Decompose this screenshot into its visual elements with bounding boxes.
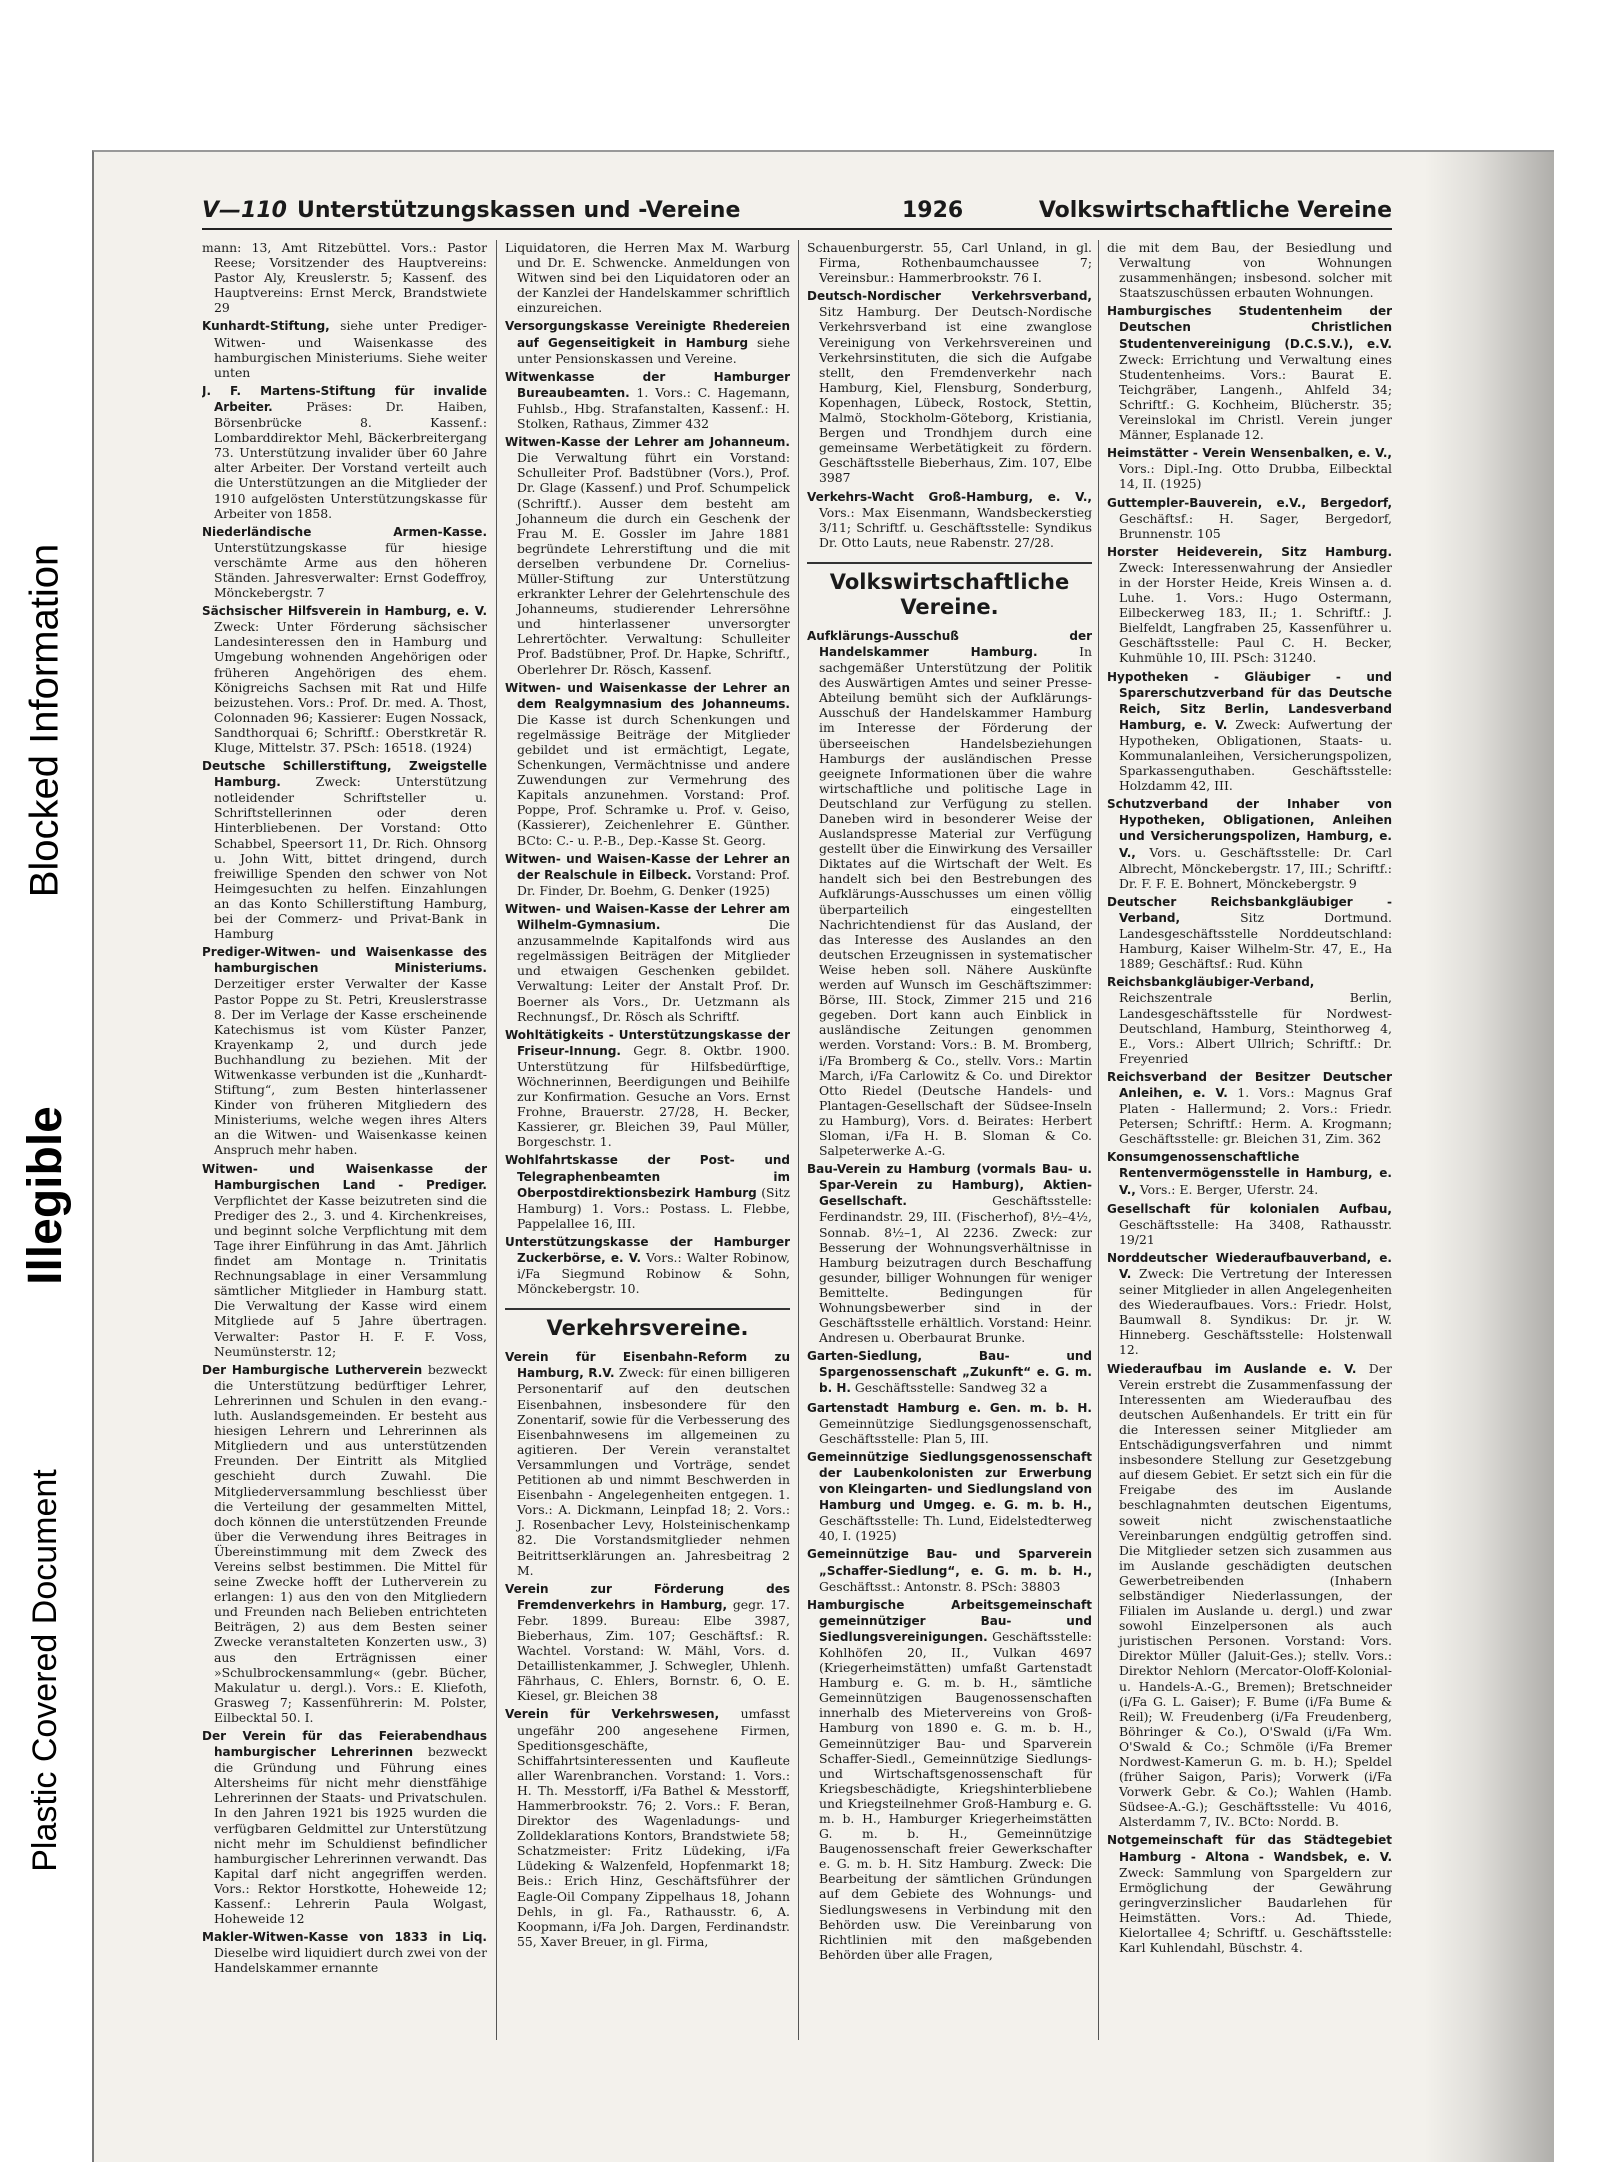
section-heading: Volkswirtschaftliche Vereine. — [807, 562, 1092, 620]
directory-entry — [807, 1348, 1092, 1396]
entry-text: Reichszentrale Berlin, Landesgeschäftsstelle für Nordwest-Deutschland, Hamburg, Steinthorweg 4, E., Vors.: Albert Ullrich; Schriftf.: Dr. Freyenried — [1119, 990, 1392, 1066]
entry-name: J. F. Martens-Stiftung für invalide Arbeiter. — [202, 383, 487, 414]
entry-text: siehe unter Prediger-Witwen- und Waisenkasse des hamburgischen Ministeriums. Siehe weiter unten — [214, 318, 487, 380]
column-divider — [1098, 240, 1099, 2040]
entry-name: Horster Heideverein, Sitz Hamburg. — [1107, 544, 1392, 559]
entry-text: 1. Vors.: C. Hagemann, Fuhlsb., Hbg. Strafanstalten, Kassenf.: H. Stolken, Rathaus, Zimmer 432 — [517, 384, 790, 432]
entry-text: umfasst ungefähr 200 angesehene Firmen, Speditionsgeschäfte, Schiffahrtsinteressenten und Kaufleute aller Warenbranchen. Vorstand: 1. Vors.: H. Th. Messtorff, i/Fa Bathel & Messtorff, Hammerbrookstr. 76; 2. Vors.: F. Beran, Direktor des Wagenladungs- und Zolldeklarations Kontors, Brandstwiete 58; Schatzmeister: Fritz Lüdeking, i/Fa Lüdeking & Walzenfeld, Hopfenmarkt 18; Beis.: Erich Hinz, Geschäftsführer der Eagle-Oil Company Zippelhaus 18, Johann Dehls, in gl. Fa., Rathausstr. 6, A. Koopmann, i/Fa Joh. Dargen, Ferdinandstr. 55, Xaver Breuer, in gl. Firma, — [517, 1706, 790, 1949]
entry-text: Präses: Dr. Haiben, Börsenbrücke 8. Kassenf.: Lombarddirektor Mehl, Bäckerbreitergang 73. Unterstützung invalider über 60 Jahre alter Arbeiter. Der Vorstand verteilt auch die Unterstützungen an die Mitglieder der 1910 aufgelösten Unterstützungskasse für Arbeiter von 1858. — [214, 398, 487, 521]
document-sheet — [92, 150, 1554, 2162]
directory-entry — [1107, 445, 1392, 491]
entry-text: Die Kasse ist durch Schenkungen und regelmässige Beiträge der Mitglieder gebildet und ist ermächtigt, Legate, Schenkungen, Vermächtnisse und andere Zuwendungen zur Vermehrung des Kapitals anzunehmen. Vorstand: Prof. Poppe, Prof. Schramke u. Prof. v. Geiso, (Kassierer), Zeichenlehrer E. Günther. BCto: C.- u. P.-B., Dep.-Kasse St. Georg. — [517, 711, 790, 848]
entry-text: mann: 13, Amt Ritzebüttel. Vors.: Pastor Reese; Vorsitzender des Hauptvereins: Pastor Aly, Kreuslerstr. 5; Kassenf. des Hauptvereins: Ernst Merck, Brandstwiete 29 — [202, 240, 487, 316]
page-running-title: Unterstützungskassen und -Vereine — [297, 198, 741, 223]
directory-entry — [202, 1362, 487, 1725]
entry-name: Unterstützungskasse der Hamburger Zuckerbörse, e. V. — [505, 1234, 790, 1265]
directory-entry — [807, 1597, 1092, 1962]
entry-text: Liquidatoren, die Herren Max M. Warburg und Dr. E. Schwencke. Anmeldungen von Witwen sind bei den Liquidatoren oder an der Kanzlei der Handelskammer schriftlich einzureichen. — [505, 240, 790, 316]
page-number: V—110 — [202, 198, 287, 223]
entry-name: Der Verein für das Feierabendhaus hamburgischer Lehrerinnen — [202, 1729, 487, 1760]
directory-entry — [202, 944, 487, 1157]
directory-entry — [1107, 974, 1392, 1066]
directory-entry — [1107, 1201, 1392, 1247]
entry-text: Geschäftsstelle: Th. Lund, Eidelstedterweg 40, I. (1925) — [819, 1513, 1092, 1544]
entry-text: Derzeitiger erster Verwalter der Kasse Pastor Poppe zu St. Petri, Kreuslerstrasse 8. Der im Verlage der Kasse erscheinende Katechismus ist vom Küster Panzer, Krayenkamp 2, und durch jede Buchhandlung zu beziehen. Mit der Witwenkasse verbunden ist die „Kunhardt-Stiftung“, zum Besten hinterlassener Kinder von früheren Mitgliedern des Ministeriums, welche wegen ihres Alters an die Witwen- und Waisenkasse keinen Anspruch mehr haben. — [214, 976, 487, 1158]
directory-entry — [1107, 669, 1392, 794]
directory-entry — [807, 1546, 1092, 1593]
entry-name: Verkehrs-Wacht Groß-Hamburg, e. V., — [807, 489, 1092, 504]
directory-entry — [1107, 544, 1392, 666]
directory-entry — [1107, 1250, 1392, 1358]
directory-entry — [1107, 303, 1392, 442]
entry-name: Verein für Verkehrswesen, — [505, 1707, 720, 1722]
directory-entry — [807, 489, 1092, 550]
directory-entry — [505, 1027, 790, 1150]
directory-entry — [202, 603, 487, 755]
directory-entry — [505, 318, 790, 365]
directory-entry — [807, 240, 1092, 285]
directory-entry — [1107, 1832, 1392, 1955]
entry-text: siehe unter Pensionskassen und Vereine. — [517, 334, 790, 366]
illegible-text: Illegible — [18, 1105, 72, 1285]
entry-name: Witwen- und Waisenkasse der Hamburgischen Land - Prediger. — [202, 1161, 487, 1192]
entry-text: Vorstand: Prof. Dr. Finder, Dr. Boehm, G. Denker (1925) — [517, 866, 790, 898]
entry-name: Verein für Eisenbahn-Reform zu Hamburg, R.V. — [505, 1350, 790, 1381]
entry-text: Zweck: Die Vertretung der Interessen seiner Mitglieder in allen Angelegenheiten des Wiederaufbaues. Vors.: Friedr. Holst, Baumwall 8. Syndikus: Dr. jr. W. Hinneberg. Geschäftsstelle: Holstenwall 12. — [1119, 1266, 1392, 1358]
entry-text: Schauenburgerstr. 55, Carl Unland, in gl. Firma, Rothenbaumchaussee 7; Vereinsbur.: Hammerbrookstr. 76 I. — [807, 240, 1092, 286]
directory-entry — [1107, 1361, 1392, 1830]
column-3 — [807, 240, 1092, 2040]
directory-entry — [505, 680, 790, 848]
entry-name: Hamburgische Arbeitsgemeinschaft gemeinnütziger Bau- und Siedlungsvereinigungen. — [807, 1597, 1092, 1644]
entry-name: Der Hamburgische Lutherverein — [202, 1362, 423, 1377]
entry-name: Deutsche Schillerstiftung, Zweigstelle Hamburg. — [202, 759, 487, 790]
entry-name: Gesellschaft für kolonialen Aufbau, — [1107, 1201, 1392, 1216]
entry-name: Hamburgisches Studentenheim der Deutschen Christlichen Studentenvereinigung (D.C.S.V.), e.V. — [1107, 304, 1392, 351]
entry-text: gegr. 17. Febr. 1899. Bureau: Elbe 3987, Bieberhaus, Zim. 107; Geschäftsf.: R. Wachtel. Vorstand: W. Mähl, Vors. d. Detaillistenkammer, J. Schwegler, Uhlenh. Fährhaus, C. Ehlers, Bornstr. 6, O. E. Kiesel, gr. Bleichen 38 — [517, 1596, 790, 1704]
entry-text: Geschäftsstelle: Ha 3408, Rathausstr. 19/21 — [1119, 1216, 1392, 1247]
entry-name: Hypotheken - Gläubiger - und Sparerschutzverband für das Deutsche Reich, Sitz Berlin, Landesverband Hamburg, e. V. — [1107, 669, 1392, 732]
directory-entry — [505, 1706, 790, 1949]
directory-entry — [807, 1400, 1092, 1446]
entry-name: Wohlfahrtskasse der Post- und Telegraphenbeamten im Oberpostdirektionsbezirk Hamburg — [505, 1153, 790, 1200]
page-year: 1926 — [902, 198, 964, 223]
entry-name: Bau-Verein zu Hamburg (vormals Bau- u. Spar-Verein zu Hamburg), Aktien-Gesellschaft. — [807, 1162, 1092, 1209]
entry-name: Norddeutscher Wiederaufbauverband, e. V. — [1107, 1250, 1392, 1281]
directory-entry — [505, 240, 790, 315]
entry-text: Zweck: Unterstützung notleidender Schriftsteller u. Schriftstellerinnen oder deren Hinterbliebenen. Der Vorstand: Otto Schabbel, Speersort 11, Dr. Rich. Ohnsorg u. John Witt, bittet dringend, durch freiwillige Spenden den schwer von Not Heimgesuchten zu helfen. Einzahlungen an das Konto Schillerstiftung Hamburg, bei der Commerz- und Privat-Bank in Hamburg — [214, 774, 487, 942]
directory-entry — [1107, 894, 1392, 971]
section-heading: Verkehrsvereine. — [505, 1308, 790, 1341]
directory-entry — [202, 758, 487, 941]
directory-entry — [1107, 1149, 1392, 1197]
directory-entry — [505, 851, 790, 898]
entry-text: Dieselbe wird liquidiert durch zwei von der Handelskammer ernannte — [214, 1945, 487, 1976]
blocked-information-text: Blocked Information — [22, 543, 67, 897]
directory-entry — [807, 628, 1092, 1158]
entry-text: In sachgemäßer Unterstützung der Politik des Auswärtigen Amtes und seiner Presse-Abteilung bemüht sich der Aufklärungs-Ausschuß der Handelskammer Hamburg im Interesse der Förderung der überseeischen Handelsbeziehungen Hamburgs der ausländischen Presse geeignete Informationen über die wahre wirtschaftliche und politische Lage in Deutschland zur Verfügung zu stellen. Daneben wird in besonderer Weise der Auslandspresse Material zur Verfügung gestellt über die Einwirkung des Versailler Diktates auf die Wirtschaft der Welt. Es handelt sich bei den Bestrebungen des Aufklärungs-Ausschusses um einen völlig überparteilich eingestellten Nachrichtendienst für das Ausland, der das Interesse des Auslandes an den deutschen Erzeugnissen in systematischer Weise heben soll. Nähere Auskünfte werden auf Wunsch im Geschäftszimmer: Börse, III. Stock, Zimmer 215 und 216 gegeben. Dort kann auch Einblick in ausländische Zeitungen genommen werden. Vorstand: Vors.: B. M. Bromberg, i/Fa Bromberg & Co., stellv. Vors.: Martin March, i/Fa Carlowitz & Co. und Direktor Otto Riedel (Deutsche Handels- und Plantagen-Gesellschaft der Südsee-Inseln zu Hamburg), Vors. d. Beirates: Herbert Sloman, i/Fa H. B. Sloman & Co. Salpeterwerke A.-G. — [819, 643, 1092, 1159]
entry-text: Vors.: E. Berger, Uferstr. 24. — [1139, 1181, 1319, 1197]
entry-name: Prediger-Witwen- und Waisenkasse des hamburgischen Ministeriums. — [202, 945, 487, 976]
entry-text: Vors.: Dipl.-Ing. Otto Drubba, Eilbecktal 14, II. (1925) — [1119, 461, 1392, 492]
directory-entry — [1107, 1069, 1392, 1146]
directory-entry — [505, 434, 790, 677]
entry-name: Deutsch-Nordischer Verkehrsverband, — [807, 289, 1092, 304]
entry-name: Deutscher Reichsbankgläubiger - Verband, — [1107, 894, 1392, 925]
entry-name: Wiederaufbau im Auslande e. V. — [1107, 1361, 1357, 1376]
entry-name: Witwen- und Waisenkasse der Lehrer an dem Realgymnasium des Johanneums. — [505, 680, 790, 711]
entry-text: Verpflichtet der Kasse beizutreten sind die Prediger des 2., 3. und 4. Kirchenkreises, und beginnt solche Verpflichtung mit dem Tage ihrer Einführung in das Amt. Jährlich findet am Montage n. Trinitatis Rechnungsablage in einer Versammlung sämtlicher Mitglieder in Hamburg statt. Die Verwaltung der Kasse wird einem Mitgliede auf 5 Jahre übertragen. Verwalter: Pastor H. F. F. Voss, Neumünsterstr. 12; — [214, 1192, 487, 1359]
plastic-covered-text: Plastic Covered Document — [25, 1468, 64, 1872]
entry-text: Geschäftsstelle: Ferdinandstr. 29, III. (Fischerhof), 8½–4½, Sonnab. 8½–1, Al 2236. Zweck: zur Besserung der Wohnungsverhältnisse in Hamburg beizutragen durch Beschaffung gesunder, billiger Wohnungen für weniger Bemittelte. Bedingungen für Wohnungsbewerber sind in der Geschäftsstelle erhältlich. Vorstand: Heinr. Andresen u. Oberbaurat Brunke. — [819, 1193, 1092, 1346]
entry-text: die mit dem Bau, der Besiedlung und Verwaltung von Wohnungen zusammenhängen; insbesond. solcher mit Staatszuschüssen erbauten Wohnungen. — [1107, 240, 1392, 301]
entry-name: Notgemeinschaft für das Städtegebiet Hamburg - Altona - Wandsbek, e. V. — [1107, 1833, 1392, 1864]
entry-name: Sächsischer Hilfsverein in Hamburg, e. V. — [202, 604, 487, 619]
entry-name: Witwen- und Waisen-Kasse der Lehrer an der Realschule in Eilbeck. — [505, 851, 790, 882]
entry-name: Schutzverband der Inhaber von Hypotheken, Obligationen, Anleihen und Versicherungspolizen, Hamburg, e. V., — [1107, 797, 1392, 860]
illegible-label — [0, 1030, 90, 1360]
entry-name: Wohltätigkeits - Unterstützungskasse der Friseur-Innung. — [505, 1027, 790, 1058]
entry-text: Zweck: Sammlung von Spargeldern zur Ermöglichung der Gewährung geringverzinslicher Baudarlehen für Heimstätten. Vors.: Ad. Thiede, Kielortallee 4; Schriftf. u. Geschäftsstelle: Karl Kuhlendahl, Büschstr. 4. — [1119, 1864, 1392, 1956]
column-divider — [496, 240, 497, 2040]
column-divider — [798, 240, 799, 2040]
directory-entry — [202, 1728, 487, 1926]
directory-entry — [505, 1581, 790, 1704]
directory-entry — [505, 1349, 790, 1577]
directory-entry — [202, 240, 487, 315]
entry-text: Geschäftsst.: Antonstr. 8. PSch: 38803 — [819, 1578, 1061, 1594]
entry-name: Aufklärungs-Ausschuß der Handelskammer Hamburg. — [807, 628, 1092, 659]
entry-text: bezweckt die Gründung und Führung eines Altersheims für nicht mehr dienstfähige Lehrerinnen der Staats- und Privatschulen. In den Jahren 1921 bis 1925 wurden die verfügbaren Geldmittel zur Unterstützung nicht mehr im Schuldienst befindlicher hamburgischer Lehrerinnen verwandt. Das Kapital darf nicht angegriffen werden. Vors.: Rektor Horstkotte, Hoheweide 12; Kassenf.: Lehrerin Paula Wolgast, Hoheweide 12 — [214, 1744, 487, 1927]
entry-text: Vors.: Walter Robinow, i/Fa Siegmund Robinow & Sohn, Mönckebergstr. 10. — [517, 1250, 790, 1297]
page-header — [202, 198, 1392, 230]
entry-name: Witwenkasse der Hamburger Bureaubeamten. — [505, 369, 790, 400]
column-1 — [202, 240, 487, 2040]
entry-name: Reichsverband der Besitzer Deutscher Anleihen, e. V. — [1107, 1069, 1392, 1100]
entry-name: Witwen-Kasse der Lehrer am Johanneum. — [505, 435, 790, 450]
entry-text: Sitz Dortmund. Landesgeschäftsstelle Norddeutschland: Hamburg, Kaiser Wilhelm-Str. 47, E., Ha 1889; Geschäftsf.: Rud. Kühn — [1119, 909, 1392, 972]
text-columns — [202, 240, 1392, 2040]
entry-name: Gemeinnützige Siedlungsgenossenschaft der Laubenkolonisten zur Erwerbung von Kleingarten- und Siedlungsland von Hamburg und Umgeg. e. G. m. b. H., — [807, 1449, 1092, 1513]
entry-name: Garten-Siedlung, Bau- und Spargenossenschaft „Zukunft“ e. G. m. b. H. — [807, 1349, 1092, 1396]
entry-name: Kunhardt-Stiftung, — [202, 319, 330, 334]
directory-entry — [202, 318, 487, 379]
directory-entry — [202, 383, 487, 521]
entry-text: Geschäftsstelle: Kohlhöfen 20, II., Vulkan 4697 (Kriegerheimstätten) umfaßt Gartenstadt Hamburg e. G. m. b. H., sämtliche Gemeinnützigen Baugenossenschaften innerhalb des Mietervereins von Groß-Hamburg von 1890 e. G. m. b. H., Gemeinnütziger Bau- und Sparverein Schaffer-Siedl., Gemeinnützige Siedlungs- und Wirtschaftsgenossenschaft für Kriegsbeschädigte, Kriegshinterbliebene und Kriegsteilnehmer Groß-Hamburg e. G. m. b. H., Hamburger Kriegerheimstätten G. m. b. H., Gemeinnützige Baugenossenschaft freier Gewerkschafter e. G. m. b. H. Sitz Hamburg. Zweck: Die Bearbeitung der sämtlichen Gründungen auf dem Gebiete des Wohnungs- und Siedlungswesens in Verbindung mit den Behörden usw. Die Vereinbarung von Richtlinien mit den maßgebenden Behörden über alle Fragen, — [819, 1628, 1092, 1962]
column-2 — [505, 240, 790, 2040]
directory-entry — [505, 901, 790, 1024]
directory-entry — [1107, 495, 1392, 541]
directory-entry — [202, 1161, 487, 1359]
entry-text: Vors.: Max Eisenmann, Wandsbeckerstieg 3/11; Schriftf. u. Geschäftsstelle: Syndikus Dr. Otto Lauts, neue Rabenstr. 27/28. — [819, 504, 1092, 550]
page-section-title: Volkswirtschaftliche Vereine — [1038, 198, 1392, 223]
entry-text: (Sitz Hamburg) 1. Vors.: Postass. L. Flebbe, Pappelallee 16, III. — [517, 1184, 790, 1231]
entry-name: Guttempler-Bauverein, e.V., Bergedorf, — [1107, 495, 1392, 510]
directory-entry — [202, 1929, 487, 1975]
entry-text: Zweck: Unter Förderung sächsischer Landesinteressen den in Hamburg und Umgebung wohnenden Angehörigen oder früheren Angehörigen des ehem. Königreichs Sachsen mit Rat und Hilfe beizustehen. Vors.: Prof. Dr. med. A. Thost, Colonnaden 96; Kassierer: Eugen Nossack, Sandthorquai 6; Schriftf.: Oberstkretär R. Kluge, Mittelstr. 37. PSch: 16518. (1924) — [214, 619, 487, 755]
directory-entry — [505, 1152, 790, 1230]
plastic-covered-label — [0, 1360, 90, 1980]
directory-entry — [807, 1161, 1092, 1345]
entry-text: Zweck: für einen billigeren Personentarif auf den deutschen Eisenbahnen, insbesondere für den Zonentarif, sowie für die Verbesserung des Eisenbahnwesens im allgemeinen zu agitieren. Der Verein veranstaltet Versammlungen und Vorträge, sendet Petitionen ab und nimmt Beschwerden in Eisenbahn - Angelegenheiten entgegen. 1. Vors.: A. Dickmann, Leinpfad 18; 2. Vors.: J. Rosenbacher Levy, Holsteinischenkamp 82. Die Vorstandsmitglieder nehmen Beitrittserklärungen an. Jahresbeitrag 2 M. — [517, 1365, 790, 1578]
entry-name: Versorgungskasse Vereinigte Rhedereien auf Gegenseitigkeit in Hamburg — [505, 319, 790, 350]
blocked-information-label — [0, 420, 90, 1020]
column-4 — [1107, 240, 1392, 2040]
directory-entry — [807, 1449, 1092, 1544]
entry-text: bezweckt die Unterstützung bedürftiger Lehrer, Lehrerinnen und Schulen in den evang.-luth. Auslandsgemeinden. Er besteht aus hiesigen Lehrern und Lehrerinnen als Mitgliedern und aus unterstützenden Freunden. Der Eintritt als Mitglied geschieht durch Zuwahl. Die Mitgliederversammlung beschliesst über die Verteilung der gesammelten Mittel, doch können die unterstützenden Freunde über die Verwendung ihres Beitrages in Übereinstimmung mit dem Zweck des Vereins selbst bestimmen. Die Mittel für seine Zwecke hofft der Lutherverein zu erlangen: 1) aus den von den Mitgliedern und Freunden nach Belieben entrichteten Beiträgen, 2) aus dem Besten seiner Zwecke veranstalteten Konzerten usw., 3) aus den Erträgnissen einer »Schulbrockensammlung« (gebr. Bücher, Makulatur u. dergl.). Vors.: E. Kliefoth, Grasweg 7; Kassenführerin: M. Polster, Eilbecktal 50. I. — [214, 1361, 487, 1725]
entry-text: Geschäftsf.: H. Sager, Bergedorf, Brunnenstr. 105 — [1119, 510, 1392, 541]
entry-text: Zweck: Aufwertung der Hypotheken, Obligationen, Staats- u. Kommunalanleihen, Versicherungspolizen, Sparkassenguthaben. Geschäftsstelle: Holzdamm 42, III. — [1119, 716, 1392, 794]
entry-name: Niederländische Armen-Kasse. — [202, 524, 487, 539]
directory-entry — [505, 369, 790, 431]
entry-text: Gegr. 8. Oktbr. 1900. Unterstützung für Hilfsbedürftige, Wöchnerinnen, Beerdigungen und Beihilfe zur Konfirmation. Gesuche an Vors. Ernst Frohne, Brauerstr. 27/28, H. Becker, Kassierer, gr. Bleichen 39, Paul Müller, Borgeschstr. 1. — [517, 1042, 790, 1150]
entry-name: Konsumgenossenschaftliche Rentenvermögensstelle in Hamburg, e. V., — [1107, 1150, 1392, 1197]
page-curl-shadow — [1424, 152, 1554, 2162]
entry-name: Gemeinnützige Bau- und Sparverein „Schaffer-Siedlung“, e. G. m. b. H., — [807, 1547, 1092, 1578]
entry-name: Verein zur Förderung des Fremdenverkehrs in Hamburg, — [505, 1581, 790, 1612]
entry-text: Vors. u. Geschäftsstelle: Dr. Carl Albrecht, Mönckebergstr. 17, III.; Schriftf.: Dr. F. F. E. Bohnert, Mönckebergstr. 9 — [1119, 844, 1392, 891]
entry-name: Heimstätter - Verein Wensenbalken, e. V., — [1107, 446, 1392, 461]
entry-text: Gemeinnützige Siedlungsgenossenschaft, Geschäftsstelle: Plan 5, III. — [819, 1415, 1092, 1446]
entry-text: Zweck: Interessenwahrung der Ansiedler in der Horster Heide, Kreis Winsen a. d. Luhe. 1. Vors.: Hugo Ostermann, Eilbeckerweg 183, II.; 1. Schriftf.: J. Bielfeldt, Langfraben 25, Kassenführer u. Geschäftsstelle: Paul C. H. Becker, Kuhmühle 10, III. PSch: 31240. — [1119, 559, 1392, 666]
entry-text: Die Verwaltung führt ein Vorstand: Schulleiter Prof. Badstübner (Vors.), Prof. Dr. Glage (Kassenf.) und Prof. Schumpelick (Schriftf.). Ausser dem besteht am Johanneum die durch ein Geschenk der Frau M. E. Gossler im Jahre 1881 begründete Lehrerstiftung und die mit derselben verbundene Dr. Cornelius-Müller-Stiftung zur Unterstützung erkrankter Lehrer der Gelehrtenschule des Johanneums, studierender Lehrersöhne und hinterlassener unversorgter Lehrertöchter. Verwaltung: Schulleiter Prof. Badstübner, Prof. Dr. Hapke, Schriftf., Oberlehrer Dr. Rösch, Kassenf. — [517, 450, 790, 677]
entry-text: Der Verein erstrebt die Zusammenfassung der Interessenten am Wiederaufbau des deutschen Außenhandels. Er tritt ein für die Interessen seiner Mitglieder am Entschädigungsverfahren und nimmt insbesondere Stellung zur Gesetzgebung auf diesem Gebiet. Er setzt sich ein für die Freigabe des im Auslande beschlagnahmten deutschen Eigentums, soweit nicht zwischenstaatliche Vereinbarungen endgültig getroffen sind. Die Mitglieder setzen sich zusammen aus im Auslande geschädigten deutschen Gewerbetreibenden (Inhabern selbständiger Niederlassungen, der Filialen im Auslande u. dergl.) und zwar sowohl Einzelpersonen als auch juristischen Personen. Vorstand: Vors. Direktor Müller (Jaluit-Ges.); stellv. Vors.: Direktor Nehlorn (Mercator-Oloff-Kolonial- u. Handels-A.-G., Bremen); Bretschneider (i/Fa G. L. Gaiser); F. Bume (i/Fa Bume & Reil); W. Freudenberg (i/Fa Freudenberg, Böhringer & Co.), O'Swald (i/Fa Wm. O'Swald & Co.; Schmöle (i/Fa Bremer Nordwest-Kamerun G. m. b. H.); Speldel (früher Saigon, Paris); Vorwerk (i/Fa Vorwerk Gebr. & Co.); Wahlen (Hamb. Südsee-A.-G.); Geschäftsstelle: Vu 4016, Alsterdamm 7, IV.. BCto: Nordd. B. — [1119, 1360, 1392, 1830]
entry-name: Reichsbankgläubiger-Verband, — [1107, 975, 1315, 990]
entry-text: Unterstützungskasse für hiesige verschämte Arme aus den höheren Ständen. Jahresverwalter: Ernst Godeffroy, Mönckebergstr. 7 — [214, 539, 487, 601]
entry-name: Makler-Witwen-Kasse von 1833 in Liq. — [202, 1930, 487, 1945]
entry-text: Geschäftsstelle: Sandweg 32 a — [854, 1380, 1048, 1396]
directory-entry — [1107, 796, 1392, 891]
entry-text: Sitz Hamburg. Der Deutsch-Nordische Verkehrsverband ist eine zwanglose Vereinigung von Verkehrsvereinen und Verkehrsinstituten, die sich die Aufgabe stellt, den Fremdenverkehr nach Hamburg, Kiel, Flensburg, Sonderburg, Kopenhagen, Lübeck, Rostock, Stettin, Malmö, Stockholm-Göteborg, Kristiania, Bergen und Trondhjem durch eine gemeinsame Werbetätigkeit zu fördern. Geschäftsstelle Bieberhaus, Zim. 107, Elbe 3987 — [819, 304, 1092, 486]
entry-text: Zweck: Errichtung und Verwaltung eines Studentenheims. Vors.: Baurat E. Teichgräber, Langenh., Ahlfeld 34; Schriftf.: G. Kochheim, Blücherstr. 35; Vereinslokal im Christl. Verein junger Männer, Esplanade 12. — [1119, 351, 1392, 443]
entry-text: Die anzusammelnde Kapitalfonds wird aus regelmässigen Beiträgen der Mitglieder und etwaigen Geschenken gebildet. Verwaltung: Leiter der Anstalt Prof. Dr. Boerner als Vors., Dr. Uetzmann als Rechnungsf., Dr. Rösch als Schriftf. — [517, 917, 790, 1024]
entry-text: 1. Vors.: Magnus Graf Platen - Hallermund; 2. Vors.: Friedr. Petersen; Schriftf.: Herm. A. Krogmann; Geschäftsstelle: gr. Bleichen 31, Zim. 362 — [1119, 1084, 1392, 1147]
entry-name: Witwen- und Waisen-Kasse der Lehrer am Wilhelm-Gymnasium. — [505, 901, 790, 933]
directory-entry — [1107, 240, 1392, 300]
directory-entry — [202, 524, 487, 600]
directory-entry — [505, 1234, 790, 1296]
entry-name: Gartenstadt Hamburg e. Gen. m. b. H. — [807, 1400, 1092, 1415]
directory-entry — [807, 288, 1092, 485]
